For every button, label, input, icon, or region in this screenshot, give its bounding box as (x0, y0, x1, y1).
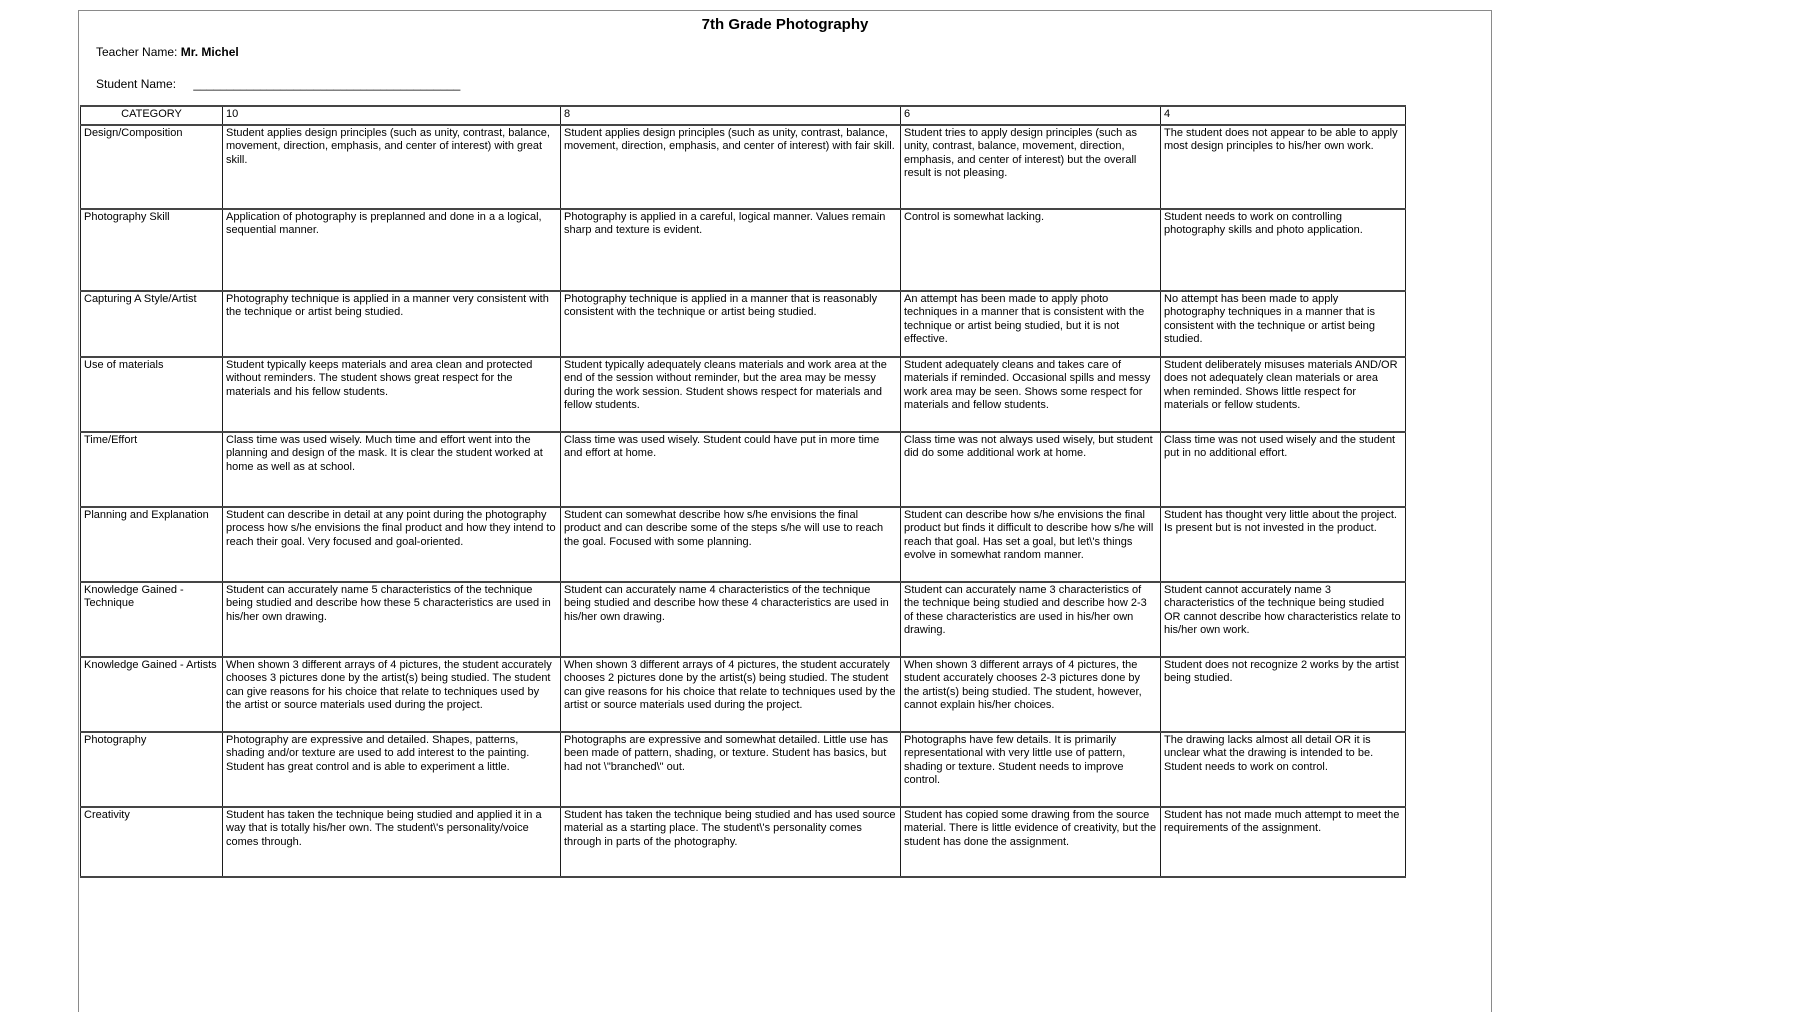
rubric-row (81, 291, 1406, 357)
score-cell-10: Student typically keeps materials and area clean and protected without reminders. The student shows great respect for the materials and his fellow students. (223, 357, 561, 432)
score-cell-6: Control is somewhat lacking. (901, 209, 1161, 291)
category-cell: Capturing A Style/Artist (81, 291, 223, 357)
page-title: 7th Grade Photography (701, 16, 869, 33)
score-cell-8: Student can accurately name 4 characteristics of the technique being studied and describe how these 4 characteristics are used in his/her own drawing. (561, 582, 901, 657)
score-cell-6: Class time was not always used wisely, but student did do some additional work at home. (901, 432, 1161, 507)
score-cell-4: Student deliberately misuses materials AND/OR does not adequately clean materials or area when reminded. Shows little respect for materials or fellow students. (1161, 357, 1406, 432)
header-score-6: 6 (901, 106, 1161, 125)
score-cell-8: When shown 3 different arrays of 4 pictures, the student accurately chooses 2 pictures done by the artist(s) being studied. The student can give reasons for his choice that relate to techniques used by the artist or source materials used during the project. (561, 657, 901, 732)
score-cell-10: Photography are expressive and detailed. Shapes, patterns, shading and/or texture are used to add interest to the painting. Student has great control and is able to experiment a little. (223, 732, 561, 807)
category-cell: Planning and Explanation (81, 507, 223, 582)
rubric-row (81, 582, 1406, 657)
header-score-8: 8 (561, 106, 901, 125)
score-cell-4: Class time was not used wisely and the student put in no additional effort. (1161, 432, 1406, 507)
category-cell: Time/Effort (81, 432, 223, 507)
teacher-name-value: Mr. Michel (180, 45, 239, 59)
category-cell: Knowledge Gained - Technique (81, 582, 223, 657)
header-category: CATEGORY (81, 106, 223, 125)
teacher-name-line (96, 45, 1491, 59)
rubric-row (81, 507, 1406, 582)
teacher-name-label: Teacher Name: (96, 45, 178, 59)
score-cell-10: Class time was used wisely. Much time and effort went into the planning and design of the mask. It is clear the student worked at home as well as at school. (223, 432, 561, 507)
student-name-blank: ________________________________________ (193, 77, 461, 91)
score-cell-8: Photographs are expressive and somewhat detailed. Little use has been made of pattern, shading, or texture. Student has basics, but had not \"branched\" out. (561, 732, 901, 807)
rubric-row (81, 357, 1406, 432)
score-cell-8: Student typically adequately cleans materials and work area at the end of the session without reminder, but the area may be messy during the work session. Student shows respect for materials and fellow students. (561, 357, 901, 432)
rubric-body (81, 125, 1406, 877)
score-cell-4: Student has thought very little about the project. Is present but is not invested in the product. (1161, 507, 1406, 582)
rubric-table (80, 105, 1406, 878)
rubric-row (81, 125, 1406, 209)
score-cell-10: Student has taken the technique being studied and applied it in a way that is totally his/her own. The student\'s personality/voice comes through. (223, 807, 561, 877)
category-cell: Photography Skill (81, 209, 223, 291)
header-score-10: 10 (223, 106, 561, 125)
header-score-4: 4 (1161, 106, 1406, 125)
score-cell-4: Student does not recognize 2 works by the artist being studied. (1161, 657, 1406, 732)
score-cell-10: Student can accurately name 5 characteristics of the technique being studied and describe how these 5 characteristics are used in his/her own drawing. (223, 582, 561, 657)
student-name-line (96, 77, 1491, 91)
score-cell-4: Student cannot accurately name 3 characteristics of the technique being studied OR cannot describe how characteristics relate to his/her own work. (1161, 582, 1406, 657)
score-cell-6: Student has copied some drawing from the source material. There is little evidence of creativity, but the student has done the assignment. (901, 807, 1161, 877)
category-cell: Photography (81, 732, 223, 807)
score-cell-10: Photography technique is applied in a manner very consistent with the technique or artist being studied. (223, 291, 561, 357)
score-cell-6: An attempt has been made to apply photo techniques in a manner that is consistent with the technique or artist being studied, but it is not effective. (901, 291, 1161, 357)
rubric-row (81, 432, 1406, 507)
score-cell-6: Student can describe how s/he envisions the final product but finds it difficult to describe how s/he will reach that goal. Has set a goal, but let\'s things evolve in somewhat random manner. (901, 507, 1161, 582)
rubric-row (81, 732, 1406, 807)
score-cell-8: Student can somewhat describe how s/he envisions the final product and can describe some of the steps s/he will use to reach the goal. Focused with some planning. (561, 507, 901, 582)
score-cell-8: Photography is applied in a careful, logical manner. Values remain sharp and texture is evident. (561, 209, 901, 291)
score-cell-10: Application of photography is preplanned and done in a a logical, sequential manner. (223, 209, 561, 291)
score-cell-6: Photographs have few details. It is primarily representational with very little use of pattern, shading or texture. Student needs to improve control. (901, 732, 1161, 807)
score-cell-6: Student tries to apply design principles (such as unity, contrast, balance, movement, direction, emphasis, and center of interest) but the overall result is not pleasing. (901, 125, 1161, 209)
category-cell: Design/Composition (81, 125, 223, 209)
rubric-row (81, 657, 1406, 732)
rubric-header-row (81, 106, 1406, 125)
document-page (78, 10, 1492, 1012)
score-cell-8: Student has taken the technique being studied and has used source material as a starting place. The student\'s personality comes through in parts of the photography. (561, 807, 901, 877)
category-cell: Creativity (81, 807, 223, 877)
score-cell-10: Student can describe in detail at any point during the photography process how s/he envisions the final product and how they intend to reach their goal. Very focused and goal-oriented. (223, 507, 561, 582)
score-cell-4: The drawing lacks almost all detail OR it is unclear what the drawing is intended to be. Student needs to work on control. (1161, 732, 1406, 807)
student-name-label: Student Name: (96, 77, 177, 91)
score-cell-6: Student adequately cleans and takes care of materials if reminded. Occasional spills and messy work area may be seen. Shows some respect for materials and fellow students. (901, 357, 1161, 432)
score-cell-4: Student needs to work on controlling photography skills and photo application. (1161, 209, 1406, 291)
score-cell-6: Student can accurately name 3 characteristics of the technique being studied and describe how 2-3 of these characteristics are used in his/her own drawing. (901, 582, 1161, 657)
category-cell: Use of materials (81, 357, 223, 432)
rubric-row (81, 209, 1406, 291)
score-cell-10: Student applies design principles (such as unity, contrast, balance, movement, direction, emphasis, and center of interest) with great skill. (223, 125, 561, 209)
score-cell-8: Student applies design principles (such as unity, contrast, balance, movement, direction, emphasis, and center of interest) with fair skill. (561, 125, 901, 209)
score-cell-4: The student does not appear to be able to apply most design principles to his/her own work. (1161, 125, 1406, 209)
score-cell-10: When shown 3 different arrays of 4 pictures, the student accurately chooses 3 pictures done by the artist(s) being studied. The student can give reasons for his choice that relate to techniques used by the artist or source materials used during the project. (223, 657, 561, 732)
score-cell-8: Photography technique is applied in a manner that is reasonably consistent with the technique or artist being studied. (561, 291, 901, 357)
score-cell-8: Class time was used wisely. Student could have put in more time and effort at home. (561, 432, 901, 507)
rubric-row (81, 807, 1406, 877)
score-cell-4: Student has not made much attempt to meet the requirements of the assignment. (1161, 807, 1406, 877)
score-cell-6: When shown 3 different arrays of 4 pictures, the student accurately chooses 2-3 pictures done by the artist(s) being studied. The student, however, cannot explain his/her choices. (901, 657, 1161, 732)
category-cell: Knowledge Gained - Artists (81, 657, 223, 732)
score-cell-4: No attempt has been made to apply photography techniques in a manner that is consistent with the technique or artist being studied. (1161, 291, 1406, 357)
